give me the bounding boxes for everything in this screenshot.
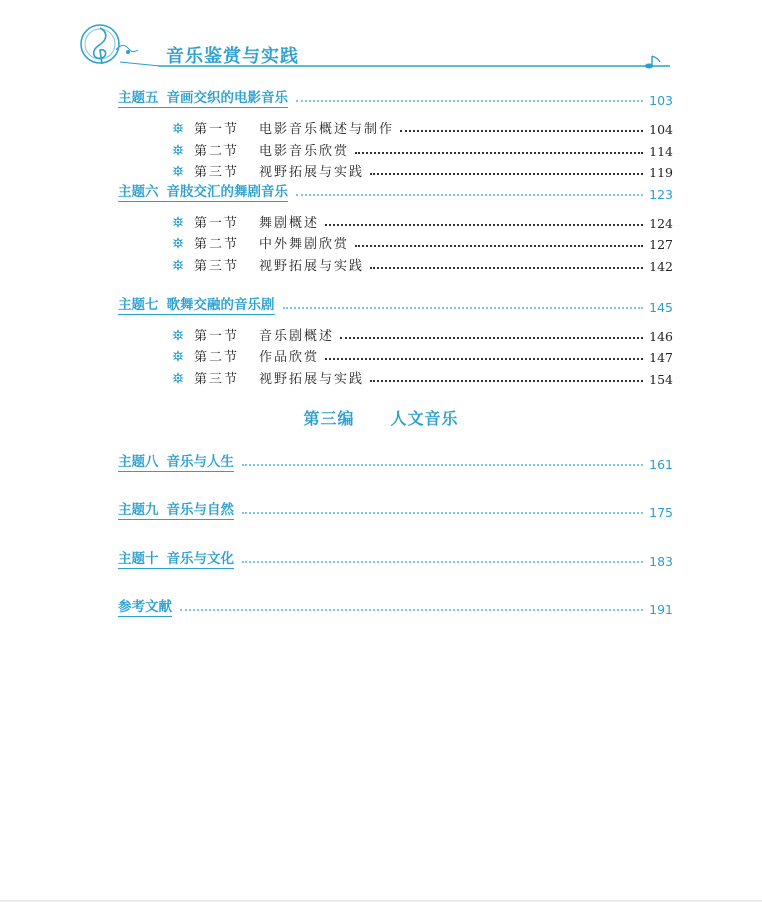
- page-number: 147: [649, 350, 673, 365]
- section-title: 中外舞剧欣赏: [259, 237, 350, 252]
- topic-label: [118, 450, 234, 472]
- topic-number: 主题六: [118, 184, 159, 200]
- topic-number: 主题八: [118, 454, 159, 470]
- page-number: 183: [649, 554, 673, 569]
- topic-label: [118, 86, 288, 108]
- page-number: 161: [649, 457, 673, 472]
- bullet-icon: [172, 259, 184, 271]
- topic-title: 音画交织的电影音乐: [166, 90, 288, 106]
- bullet-icon: [172, 350, 184, 362]
- page-number: 124: [649, 216, 673, 231]
- page-number: 123: [649, 187, 673, 202]
- topic-number: 主题九: [118, 502, 159, 518]
- topic-title: 音乐与自然: [166, 502, 234, 518]
- section-number: 第二节: [194, 237, 240, 252]
- leader-dots: [370, 173, 643, 175]
- section-number: 第三节: [194, 165, 240, 180]
- toc-section-row[interactable]: [172, 345, 673, 365]
- part-heading: [0, 406, 762, 429]
- toc-section-row[interactable]: [172, 139, 673, 159]
- page-number: 114: [649, 144, 673, 159]
- part-title: 人文音乐: [390, 409, 459, 428]
- toc-section-row[interactable]: [172, 160, 673, 180]
- leader-dots: [296, 100, 643, 102]
- page-number: 191: [649, 602, 673, 617]
- section-number: 第二节: [194, 350, 240, 365]
- topic-number: 主题十: [118, 551, 159, 567]
- topic-label: [118, 595, 172, 617]
- toc-section-row[interactable]: [172, 117, 673, 137]
- toc-section-row[interactable]: [172, 324, 673, 344]
- toc-topic-row[interactable]: [118, 452, 673, 472]
- leader-dots: [340, 337, 643, 339]
- page-number: 142: [649, 259, 673, 274]
- page-number: 146: [649, 329, 673, 344]
- section-title: 视野拓展与实践: [259, 259, 365, 274]
- topic-label: [118, 498, 234, 520]
- page-header: [80, 16, 680, 76]
- leader-dots: [370, 380, 643, 382]
- section-title: 舞剧概述: [259, 216, 320, 231]
- leader-dots: [355, 152, 643, 154]
- page-number: 154: [649, 372, 673, 387]
- section-number: 第三节: [194, 372, 240, 387]
- bullet-icon: [172, 329, 184, 341]
- section-title: 电影音乐概述与制作: [259, 122, 395, 137]
- bullet-icon: [172, 165, 184, 177]
- header-title: 音乐鉴赏与实践: [166, 46, 299, 67]
- leader-dots: [400, 130, 643, 132]
- topic-number: 主题七: [118, 297, 159, 313]
- topic-title: 音乐与文化: [166, 551, 234, 567]
- page-number: 104: [649, 122, 673, 137]
- toc-topic-row[interactable]: [118, 182, 673, 202]
- toc-topic-row[interactable]: [118, 549, 673, 569]
- toc-section-row[interactable]: [172, 211, 673, 231]
- section-number: 第一节: [194, 329, 240, 344]
- toc-section-row[interactable]: [172, 254, 673, 274]
- bullet-icon: [172, 122, 184, 134]
- section-number: 第二节: [194, 144, 240, 159]
- section-number: 第一节: [194, 216, 240, 231]
- bullet-icon: [172, 144, 184, 156]
- section-title: 视野拓展与实践: [259, 165, 365, 180]
- toc-section-row[interactable]: [172, 232, 673, 252]
- topic-title: 歌舞交融的音乐剧: [166, 297, 275, 313]
- toc-section-row[interactable]: [172, 367, 673, 387]
- bullet-icon: [172, 372, 184, 384]
- leader-dots: [296, 194, 643, 196]
- section-title: 视野拓展与实践: [259, 372, 365, 387]
- leader-dots: [180, 609, 643, 611]
- section-number: 第三节: [194, 259, 240, 274]
- toc-topic-row[interactable]: [118, 295, 673, 315]
- topic-number: 参考文献: [118, 599, 172, 615]
- page-number: 127: [649, 237, 673, 252]
- toc-topic-row[interactable]: [118, 88, 673, 108]
- page-number: 119: [649, 165, 673, 180]
- page-number: 175: [649, 505, 673, 520]
- toc-topic-row[interactable]: [118, 597, 673, 617]
- topic-title: 音肢交汇的舞剧音乐: [166, 184, 288, 200]
- page-number: 145: [649, 300, 673, 315]
- page-number: 103: [649, 93, 673, 108]
- section-title: 作品欣赏: [259, 350, 320, 365]
- topic-label: [118, 180, 288, 202]
- section-title: 电影音乐欣赏: [259, 144, 350, 159]
- bullet-icon: [172, 216, 184, 228]
- section-title: 音乐剧概述: [259, 329, 335, 344]
- toc-topic-row[interactable]: [118, 500, 673, 520]
- bullet-icon: [172, 237, 184, 249]
- topic-title: 音乐与人生: [166, 454, 234, 470]
- leader-dots: [242, 512, 643, 514]
- topic-label: [118, 293, 275, 315]
- leader-dots: [242, 464, 643, 466]
- section-number: 第一节: [194, 122, 240, 137]
- leader-dots: [283, 307, 644, 309]
- leader-dots: [242, 561, 643, 563]
- topic-number: 主题五: [118, 90, 159, 106]
- leader-dots: [370, 267, 643, 269]
- leader-dots: [325, 358, 643, 360]
- leader-dots: [325, 224, 643, 226]
- topic-label: [118, 547, 234, 569]
- leader-dots: [355, 245, 643, 247]
- part-label: 第三编: [303, 409, 355, 428]
